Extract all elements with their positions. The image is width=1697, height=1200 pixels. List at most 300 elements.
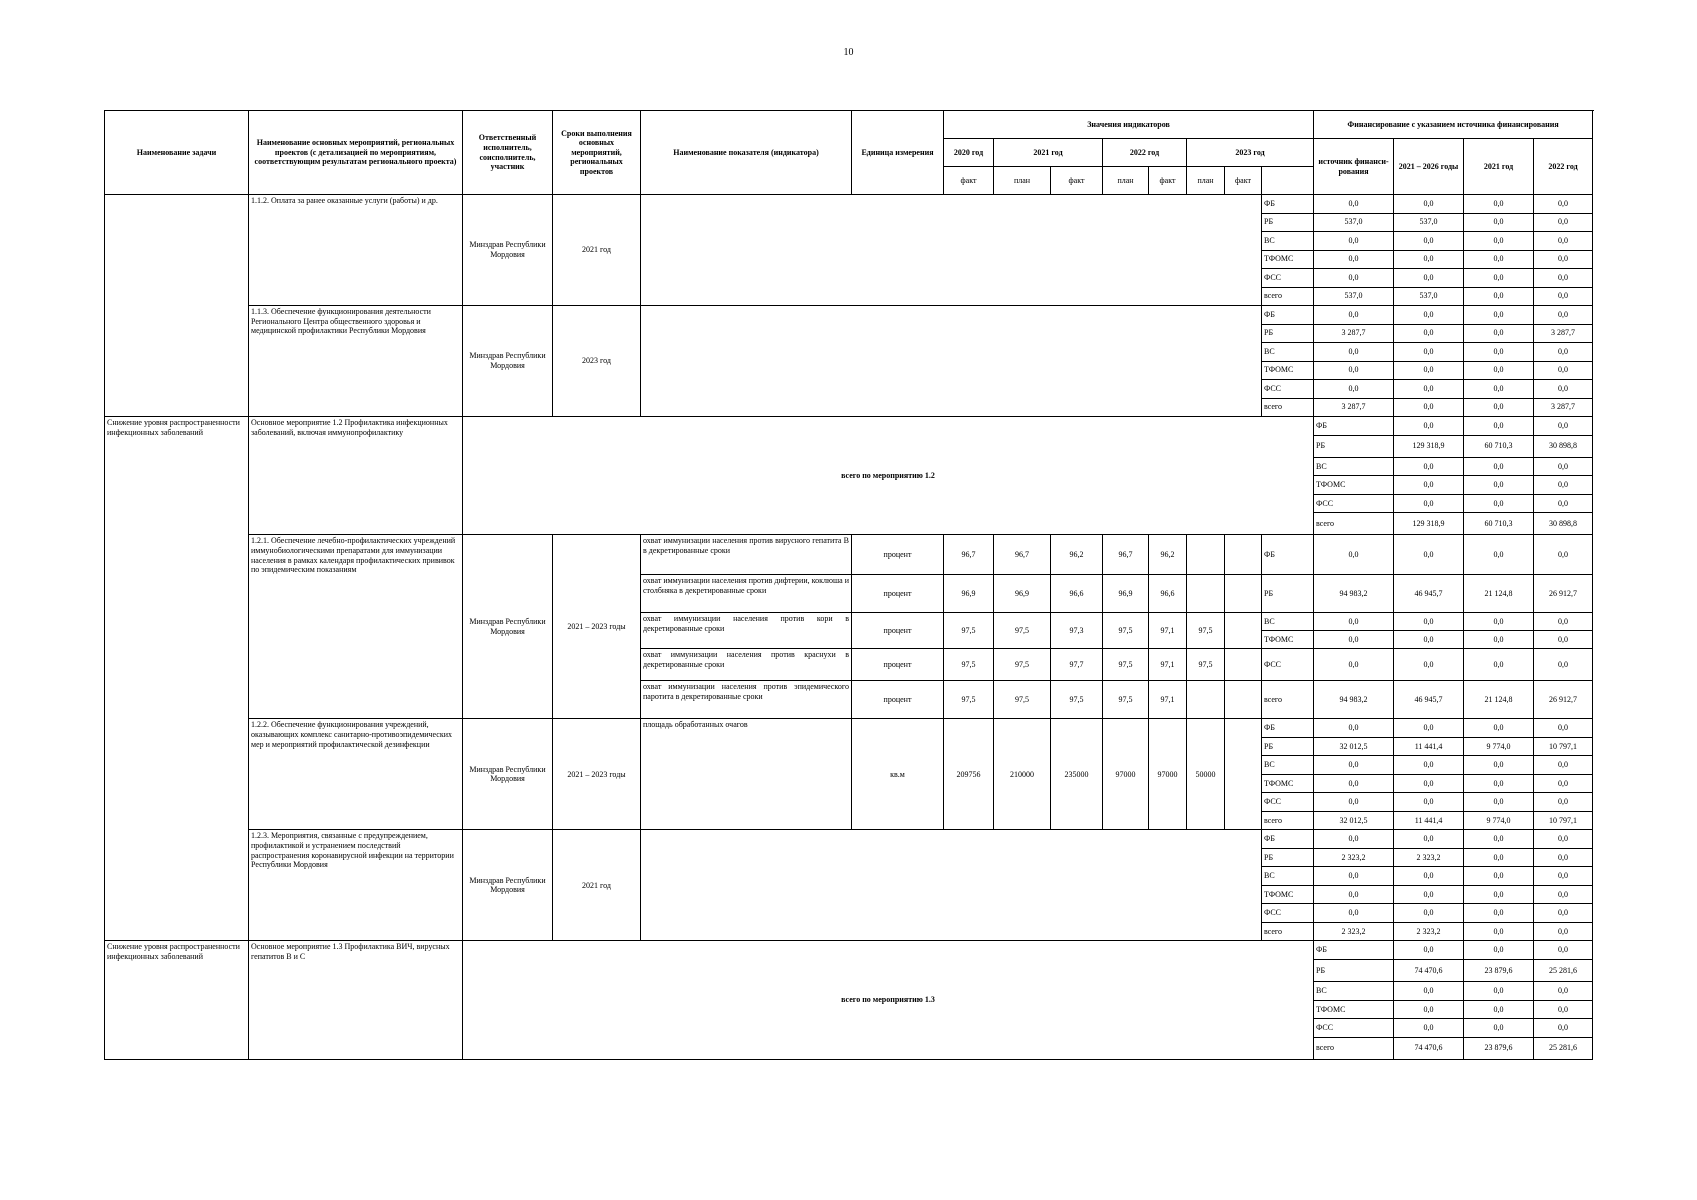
executor-cell: Минздрав Республики Мордовия bbox=[463, 306, 553, 417]
fin-value-cell: 0,0 bbox=[1464, 885, 1534, 904]
term-cell: 2021 – 2023 годы bbox=[553, 535, 641, 719]
header-fact: факт bbox=[1225, 167, 1262, 195]
indicator-value-cell: 96,7 bbox=[994, 535, 1051, 575]
header-indicator-name: Наименование показателя (индикатора) bbox=[641, 111, 852, 195]
fin-value-cell: 0,0 bbox=[1534, 848, 1593, 867]
source-cell: ФСС bbox=[1262, 269, 1314, 288]
fin-value-cell: 0,0 bbox=[1464, 1019, 1534, 1038]
fin-value-cell: 0,0 bbox=[1314, 756, 1394, 775]
measure-cell: Основное мероприятие 1.2 Профилактика инфекционных заболеваний, включая иммунопрофилактику bbox=[249, 417, 463, 535]
fin-value-cell: 0,0 bbox=[1464, 774, 1534, 793]
indicator-value-cell: 97000 bbox=[1149, 719, 1187, 830]
fin-value-cell: 0,0 bbox=[1394, 774, 1464, 793]
fin-value-cell: 30 898,8 bbox=[1534, 513, 1593, 535]
header-empty bbox=[1262, 167, 1314, 195]
task-cell bbox=[105, 830, 249, 941]
source-cell: ФСС bbox=[1262, 793, 1314, 812]
source-cell: РБ bbox=[1262, 848, 1314, 867]
fin-value-cell: 0,0 bbox=[1394, 830, 1464, 849]
fin-value-cell: 0,0 bbox=[1314, 719, 1394, 738]
fin-value-cell: 0,0 bbox=[1314, 269, 1394, 288]
indicator-name-cell: охват иммунизации населения против кори в декретированные сроки bbox=[641, 613, 852, 649]
indicator-value-cell: 97,5 bbox=[994, 613, 1051, 649]
fin-value-cell: 0,0 bbox=[1464, 380, 1534, 399]
fin-value-cell: 0,0 bbox=[1534, 885, 1593, 904]
indicator-value-cell bbox=[1187, 575, 1225, 613]
fin-value-cell: 21 124,8 bbox=[1464, 575, 1534, 613]
term-cell: 2021 – 2023 годы bbox=[553, 719, 641, 830]
source-cell: ФСС bbox=[1262, 380, 1314, 399]
fin-value-cell: 26 912,7 bbox=[1534, 575, 1593, 613]
fin-value-cell: 0,0 bbox=[1534, 941, 1593, 960]
fin-value-cell: 0,0 bbox=[1534, 250, 1593, 269]
fin-value-cell: 0,0 bbox=[1464, 398, 1534, 417]
indicator-value-cell bbox=[1225, 649, 1262, 681]
measure-cell: Основное мероприятие 1.3 Профилактика ВИЧ, вирусных гепатитов В и С bbox=[249, 941, 463, 1059]
fin-value-cell: 0,0 bbox=[1314, 631, 1394, 649]
fin-value-cell: 0,0 bbox=[1534, 535, 1593, 575]
fin-value-cell: 0,0 bbox=[1534, 756, 1593, 775]
fin-value-cell: 46 945,7 bbox=[1394, 575, 1464, 613]
source-cell: ФБ bbox=[1314, 941, 1394, 960]
indicator-value-cell: 97,5 bbox=[994, 649, 1051, 681]
source-cell: всего bbox=[1314, 1037, 1394, 1059]
fin-value-cell: 0,0 bbox=[1464, 649, 1534, 681]
table-row bbox=[105, 719, 1593, 738]
fin-value-cell: 0,0 bbox=[1534, 867, 1593, 886]
fin-value-cell: 0,0 bbox=[1394, 613, 1464, 631]
fin-value-cell: 2 323,2 bbox=[1314, 922, 1394, 941]
fin-value-cell: 94 983,2 bbox=[1314, 575, 1394, 613]
source-cell: ФБ bbox=[1262, 195, 1314, 214]
fin-value-cell: 0,0 bbox=[1534, 232, 1593, 251]
source-cell: РБ bbox=[1262, 324, 1314, 343]
fin-value-cell: 0,0 bbox=[1314, 343, 1394, 362]
indicator-value-cell: 235000 bbox=[1051, 719, 1103, 830]
fin-value-cell: 0,0 bbox=[1464, 361, 1534, 380]
indicator-value-cell: 97,5 bbox=[1187, 649, 1225, 681]
task-cell: Снижение уровня распространенности инфекционных заболеваний bbox=[105, 941, 249, 1059]
source-cell: ТФОМС bbox=[1262, 361, 1314, 380]
fin-value-cell: 0,0 bbox=[1394, 195, 1464, 214]
term-cell: 2021 год bbox=[553, 195, 641, 306]
fin-value-cell: 0,0 bbox=[1534, 774, 1593, 793]
empty-indicator-cell bbox=[641, 306, 1262, 417]
page-number: 10 bbox=[843, 47, 854, 58]
fin-value-cell: 3 287,7 bbox=[1314, 398, 1394, 417]
fin-value-cell: 0,0 bbox=[1394, 250, 1464, 269]
unit-cell: процент bbox=[852, 575, 944, 613]
fin-value-cell: 0,0 bbox=[1464, 476, 1534, 495]
fin-value-cell: 0,0 bbox=[1534, 361, 1593, 380]
fin-value-cell: 0,0 bbox=[1314, 250, 1394, 269]
fin-value-cell: 32 012,5 bbox=[1314, 737, 1394, 756]
fin-value-cell: 0,0 bbox=[1394, 398, 1464, 417]
header-year-2022: 2022 год bbox=[1103, 139, 1187, 167]
fin-value-cell: 0,0 bbox=[1394, 649, 1464, 681]
fin-value-cell: 0,0 bbox=[1314, 904, 1394, 923]
indicator-value-cell bbox=[1225, 575, 1262, 613]
fin-value-cell: 23 879,6 bbox=[1464, 959, 1534, 981]
fin-value-cell: 0,0 bbox=[1464, 719, 1534, 738]
fin-value-cell: 9 774,0 bbox=[1464, 737, 1534, 756]
indicator-value-cell: 97,5 bbox=[1051, 681, 1103, 719]
source-cell: ТФОМС bbox=[1314, 476, 1394, 495]
fin-value-cell: 21 124,8 bbox=[1464, 681, 1534, 719]
fin-value-cell: 0,0 bbox=[1534, 457, 1593, 476]
fin-value-cell: 0,0 bbox=[1314, 774, 1394, 793]
indicator-value-cell: 97,5 bbox=[994, 681, 1051, 719]
fin-value-cell: 0,0 bbox=[1534, 649, 1593, 681]
source-cell: РБ bbox=[1262, 213, 1314, 232]
table-body bbox=[105, 195, 1593, 1060]
header-fact: факт bbox=[1051, 167, 1103, 195]
indicator-name-cell: площадь обработанных очагов bbox=[641, 719, 852, 830]
fin-value-cell: 0,0 bbox=[1394, 324, 1464, 343]
source-cell: ВС bbox=[1262, 613, 1314, 631]
fin-value-cell: 0,0 bbox=[1534, 830, 1593, 849]
fin-value-cell: 10 797,1 bbox=[1534, 737, 1593, 756]
source-cell: ВС bbox=[1314, 982, 1394, 1001]
program-table bbox=[104, 110, 1593, 1060]
indicator-value-cell bbox=[1225, 719, 1262, 830]
header-unit: Единица измерения bbox=[852, 111, 944, 195]
fin-value-cell: 0,0 bbox=[1394, 719, 1464, 738]
fin-value-cell: 0,0 bbox=[1464, 535, 1534, 575]
measure-cell: 1.2.3. Мероприятия, связанные с предупреждением, профилактикой и устранением последствий распространения коронавирусной инфекции на территории Республики Мордовия bbox=[249, 830, 463, 941]
fin-value-cell: 0,0 bbox=[1394, 1019, 1464, 1038]
fin-value-cell: 0,0 bbox=[1534, 982, 1593, 1001]
header-executor: Ответственный исполнитель, соисполнитель, участник bbox=[463, 111, 553, 195]
fin-value-cell: 0,0 bbox=[1464, 417, 1534, 436]
header-fin-2021-2026: 2021 – 2026 годы bbox=[1394, 139, 1464, 195]
fin-value-cell: 0,0 bbox=[1464, 631, 1534, 649]
source-cell: ТФОМС bbox=[1262, 885, 1314, 904]
fin-value-cell: 26 912,7 bbox=[1534, 681, 1593, 719]
indicator-value-cell: 96,7 bbox=[944, 535, 994, 575]
header-measures: Наименование основных мероприятий, региональных проектов (с детализацией по мероприятиям, соответствующим результатам регионального проекта) bbox=[249, 111, 463, 195]
indicator-value-cell: 97,5 bbox=[944, 613, 994, 649]
source-cell: ФБ bbox=[1262, 719, 1314, 738]
fin-value-cell: 0,0 bbox=[1464, 287, 1534, 306]
indicator-value-cell: 97,7 bbox=[1051, 649, 1103, 681]
indicator-value-cell bbox=[1187, 535, 1225, 575]
fin-value-cell: 0,0 bbox=[1394, 457, 1464, 476]
header-terms: Сроки выполнения основных мероприятий, региональных проектов bbox=[553, 111, 641, 195]
fin-value-cell: 0,0 bbox=[1534, 631, 1593, 649]
fin-value-cell: 0,0 bbox=[1394, 494, 1464, 513]
source-cell: ВС bbox=[1314, 457, 1394, 476]
source-cell: ФБ bbox=[1262, 535, 1314, 575]
indicator-value-cell: 97,1 bbox=[1149, 613, 1187, 649]
measure-cell: 1.1.3. Обеспечение функционирования деятельности Регионального Центра общественного здоровья и медицинской профилактики Республики Мордовия bbox=[249, 306, 463, 417]
fin-value-cell: 32 012,5 bbox=[1314, 811, 1394, 830]
fin-value-cell: 0,0 bbox=[1534, 417, 1593, 436]
source-cell: ФБ bbox=[1314, 417, 1394, 436]
fin-value-cell: 3 287,7 bbox=[1534, 398, 1593, 417]
fin-value-cell: 0,0 bbox=[1534, 287, 1593, 306]
source-cell: ВС bbox=[1262, 232, 1314, 251]
fin-value-cell: 0,0 bbox=[1464, 982, 1534, 1001]
fin-value-cell: 0,0 bbox=[1314, 195, 1394, 214]
fin-value-cell: 2 323,2 bbox=[1314, 848, 1394, 867]
header-plan: план bbox=[1103, 167, 1149, 195]
indicator-value-cell: 97,5 bbox=[944, 681, 994, 719]
fin-value-cell: 0,0 bbox=[1464, 250, 1534, 269]
fin-value-cell: 0,0 bbox=[1534, 922, 1593, 941]
fin-value-cell: 0,0 bbox=[1464, 494, 1534, 513]
header-fin-2021: 2021 год bbox=[1464, 139, 1534, 195]
indicator-value-cell: 97,1 bbox=[1149, 681, 1187, 719]
fin-value-cell: 0,0 bbox=[1314, 232, 1394, 251]
header-indicator-values: Значения индикаторов bbox=[944, 111, 1314, 139]
header-fact: факт bbox=[944, 167, 994, 195]
fin-value-cell: 0,0 bbox=[1314, 793, 1394, 812]
indicator-value-cell: 96,9 bbox=[1103, 575, 1149, 613]
header-plan: план bbox=[994, 167, 1051, 195]
indicator-value-cell: 97,5 bbox=[1187, 613, 1225, 649]
indicator-value-cell: 96,6 bbox=[1051, 575, 1103, 613]
fin-value-cell: 23 879,6 bbox=[1464, 1037, 1534, 1059]
indicator-value-cell: 96,9 bbox=[994, 575, 1051, 613]
fin-value-cell: 0,0 bbox=[1534, 1019, 1593, 1038]
header-fin-2022: 2022 год bbox=[1534, 139, 1593, 195]
fin-value-cell: 0,0 bbox=[1534, 613, 1593, 631]
indicator-value-cell: 96,9 bbox=[944, 575, 994, 613]
header-source: источник финанси-рования bbox=[1314, 139, 1394, 195]
fin-value-cell: 0,0 bbox=[1464, 269, 1534, 288]
fin-value-cell: 0,0 bbox=[1314, 380, 1394, 399]
fin-value-cell: 0,0 bbox=[1464, 941, 1534, 960]
term-cell: 2021 год bbox=[553, 830, 641, 941]
fin-value-cell: 2 323,2 bbox=[1394, 848, 1464, 867]
fin-value-cell: 0,0 bbox=[1394, 306, 1464, 325]
fin-value-cell: 0,0 bbox=[1314, 649, 1394, 681]
source-cell: ТФОМС bbox=[1314, 1000, 1394, 1019]
header-year-2023: 2023 год bbox=[1187, 139, 1314, 167]
fin-value-cell: 0,0 bbox=[1534, 1000, 1593, 1019]
measure-cell: 1.2.2. Обеспечение функционирования учреждений, оказывающих комплекс санитарно-противоэпидемических мер и мероприятий профилактической дезинфекции bbox=[249, 719, 463, 830]
fin-value-cell: 0,0 bbox=[1464, 324, 1534, 343]
table-row bbox=[105, 417, 1593, 436]
indicator-value-cell: 96,6 bbox=[1149, 575, 1187, 613]
indicator-value-cell: 96,7 bbox=[1103, 535, 1149, 575]
fin-value-cell: 11 441,4 bbox=[1394, 811, 1464, 830]
fin-value-cell: 0,0 bbox=[1394, 343, 1464, 362]
indicator-value-cell: 96,2 bbox=[1149, 535, 1187, 575]
indicator-value-cell: 50000 bbox=[1187, 719, 1225, 830]
executor-cell: Минздрав Республики Мордовия bbox=[463, 830, 553, 941]
source-cell: ВС bbox=[1262, 756, 1314, 775]
executor-cell: Минздрав Республики Мордовия bbox=[463, 719, 553, 830]
table-row bbox=[105, 195, 1593, 214]
source-cell: всего bbox=[1262, 922, 1314, 941]
source-cell: всего bbox=[1262, 398, 1314, 417]
task-cell bbox=[105, 306, 249, 417]
fin-value-cell: 537,0 bbox=[1394, 213, 1464, 232]
indicator-value-cell bbox=[1225, 613, 1262, 649]
indicator-name-cell: охват иммунизации населения против вирусного гепатита В в декретированные сроки bbox=[641, 535, 852, 575]
fin-value-cell: 0,0 bbox=[1534, 494, 1593, 513]
source-cell: всего bbox=[1262, 287, 1314, 306]
indicator-value-cell: 210000 bbox=[994, 719, 1051, 830]
fin-value-cell: 0,0 bbox=[1394, 885, 1464, 904]
fin-value-cell: 60 710,3 bbox=[1464, 435, 1534, 457]
fin-value-cell: 0,0 bbox=[1314, 867, 1394, 886]
fin-value-cell: 0,0 bbox=[1464, 756, 1534, 775]
fin-value-cell: 0,0 bbox=[1464, 457, 1534, 476]
fin-value-cell: 74 470,6 bbox=[1394, 959, 1464, 981]
fin-value-cell: 0,0 bbox=[1534, 269, 1593, 288]
fin-value-cell: 11 441,4 bbox=[1394, 737, 1464, 756]
measure-cell: 1.1.2. Оплата за ранее оказанные услуги (работы) и др. bbox=[249, 195, 463, 306]
fin-value-cell: 0,0 bbox=[1394, 904, 1464, 923]
fin-value-cell: 46 945,7 bbox=[1394, 681, 1464, 719]
fin-value-cell: 0,0 bbox=[1394, 417, 1464, 436]
indicator-value-cell: 97,1 bbox=[1149, 649, 1187, 681]
summary-cell: всего по мероприятию 1.2 bbox=[463, 417, 1314, 535]
fin-value-cell: 0,0 bbox=[1534, 195, 1593, 214]
fin-value-cell: 0,0 bbox=[1394, 867, 1464, 886]
fin-value-cell: 0,0 bbox=[1464, 195, 1534, 214]
source-cell: всего bbox=[1314, 513, 1394, 535]
fin-value-cell: 0,0 bbox=[1534, 719, 1593, 738]
task-cell: Снижение уровня распространенности инфекционных заболеваний bbox=[105, 417, 249, 535]
fin-value-cell: 0,0 bbox=[1394, 380, 1464, 399]
table-row bbox=[105, 535, 1593, 575]
source-cell: ФСС bbox=[1262, 649, 1314, 681]
indicator-value-cell: 97,5 bbox=[1103, 681, 1149, 719]
fin-value-cell: 0,0 bbox=[1394, 793, 1464, 812]
unit-cell: кв.м bbox=[852, 719, 944, 830]
fin-value-cell: 0,0 bbox=[1314, 361, 1394, 380]
source-cell: ФСС bbox=[1262, 904, 1314, 923]
fin-value-cell: 129 318,9 bbox=[1394, 513, 1464, 535]
fin-value-cell: 30 898,8 bbox=[1534, 435, 1593, 457]
table-row bbox=[105, 830, 1593, 849]
source-cell: ФБ bbox=[1262, 306, 1314, 325]
empty-indicator-cell bbox=[641, 195, 1262, 306]
header-task: Наименование задачи bbox=[105, 111, 249, 195]
fin-value-cell: 0,0 bbox=[1394, 631, 1464, 649]
indicator-value-cell: 209756 bbox=[944, 719, 994, 830]
fin-value-cell: 0,0 bbox=[1314, 830, 1394, 849]
fin-value-cell: 94 983,2 bbox=[1314, 681, 1394, 719]
unit-cell: процент bbox=[852, 649, 944, 681]
header-plan: план bbox=[1187, 167, 1225, 195]
indicator-value-cell: 97000 bbox=[1103, 719, 1149, 830]
term-cell: 2023 год bbox=[553, 306, 641, 417]
header-fact: факт bbox=[1149, 167, 1187, 195]
fin-value-cell: 0,0 bbox=[1534, 213, 1593, 232]
fin-value-cell: 10 797,1 bbox=[1534, 811, 1593, 830]
fin-value-cell: 0,0 bbox=[1534, 380, 1593, 399]
indicator-value-cell: 97,3 bbox=[1051, 613, 1103, 649]
fin-value-cell: 0,0 bbox=[1464, 1000, 1534, 1019]
fin-value-cell: 74 470,6 bbox=[1394, 1037, 1464, 1059]
fin-value-cell: 537,0 bbox=[1314, 287, 1394, 306]
table-row bbox=[105, 941, 1593, 960]
header-year-2020: 2020 год bbox=[944, 139, 994, 167]
fin-value-cell: 0,0 bbox=[1394, 361, 1464, 380]
unit-cell: процент bbox=[852, 681, 944, 719]
fin-value-cell: 129 318,9 bbox=[1394, 435, 1464, 457]
fin-value-cell: 537,0 bbox=[1314, 213, 1394, 232]
fin-value-cell: 0,0 bbox=[1464, 343, 1534, 362]
header-year-2021: 2021 год bbox=[994, 139, 1103, 167]
indicator-name-cell: охват иммунизации населения против краснухи в декретированные сроки bbox=[641, 649, 852, 681]
fin-value-cell: 0,0 bbox=[1394, 1000, 1464, 1019]
fin-value-cell: 0,0 bbox=[1464, 613, 1534, 631]
unit-cell: процент bbox=[852, 613, 944, 649]
executor-cell: Минздрав Республики Мордовия bbox=[463, 535, 553, 719]
fin-value-cell: 0,0 bbox=[1394, 756, 1464, 775]
fin-value-cell: 537,0 bbox=[1394, 287, 1464, 306]
task-cell bbox=[105, 719, 249, 830]
fin-value-cell: 0,0 bbox=[1394, 232, 1464, 251]
fin-value-cell: 0,0 bbox=[1464, 922, 1534, 941]
measure-cell: 1.2.1. Обеспечение лечебно-профилактических учреждений иммунобиологическими препаратами для иммунизации населения в рамках календаря профилактических прививок по эпидемическим показаниям bbox=[249, 535, 463, 719]
fin-value-cell: 0,0 bbox=[1394, 941, 1464, 960]
indicator-value-cell bbox=[1187, 681, 1225, 719]
fin-value-cell: 0,0 bbox=[1394, 476, 1464, 495]
indicator-value-cell bbox=[1225, 535, 1262, 575]
source-cell: ТФОМС bbox=[1262, 774, 1314, 793]
fin-value-cell: 0,0 bbox=[1314, 535, 1394, 575]
source-cell: РБ bbox=[1262, 737, 1314, 756]
indicator-value-cell: 97,5 bbox=[944, 649, 994, 681]
source-cell: ТФОМС bbox=[1262, 250, 1314, 269]
fin-value-cell: 0,0 bbox=[1464, 904, 1534, 923]
executor-cell: Минздрав Республики Мордовия bbox=[463, 195, 553, 306]
fin-value-cell: 0,0 bbox=[1464, 848, 1534, 867]
indicator-value-cell: 96,2 bbox=[1051, 535, 1103, 575]
fin-value-cell: 0,0 bbox=[1534, 476, 1593, 495]
fin-value-cell: 0,0 bbox=[1394, 535, 1464, 575]
fin-value-cell: 0,0 bbox=[1534, 306, 1593, 325]
indicator-value-cell: 97,5 bbox=[1103, 649, 1149, 681]
fin-value-cell: 0,0 bbox=[1394, 982, 1464, 1001]
fin-value-cell: 0,0 bbox=[1314, 885, 1394, 904]
unit-cell: процент bbox=[852, 535, 944, 575]
source-cell: всего bbox=[1262, 811, 1314, 830]
fin-value-cell: 0,0 bbox=[1534, 793, 1593, 812]
source-cell: ФСС bbox=[1314, 494, 1394, 513]
indicator-name-cell: охват иммунизации населения против дифтерии, коклюша и столбняка в декретированные сроки bbox=[641, 575, 852, 613]
task-cell bbox=[105, 535, 249, 719]
header-financing: Финансирование с указанием источника финансирования bbox=[1314, 111, 1593, 139]
indicator-value-cell bbox=[1225, 681, 1262, 719]
source-cell: РБ bbox=[1314, 435, 1394, 457]
source-cell: ФБ bbox=[1262, 830, 1314, 849]
task-cell bbox=[105, 195, 249, 306]
fin-value-cell: 25 281,6 bbox=[1534, 959, 1593, 981]
source-cell: всего bbox=[1262, 681, 1314, 719]
source-cell: ВС bbox=[1262, 343, 1314, 362]
source-cell: ФСС bbox=[1314, 1019, 1394, 1038]
indicator-name-cell: охват иммунизации населения против эпидемического паротита в декретированные сроки bbox=[641, 681, 852, 719]
fin-value-cell: 0,0 bbox=[1534, 904, 1593, 923]
fin-value-cell: 3 287,7 bbox=[1534, 324, 1593, 343]
fin-value-cell: 0,0 bbox=[1314, 306, 1394, 325]
source-cell: РБ bbox=[1262, 575, 1314, 613]
source-cell: РБ bbox=[1314, 959, 1394, 981]
source-cell: ВС bbox=[1262, 867, 1314, 886]
fin-value-cell: 0,0 bbox=[1314, 613, 1394, 631]
fin-value-cell: 0,0 bbox=[1394, 269, 1464, 288]
fin-value-cell: 0,0 bbox=[1464, 232, 1534, 251]
fin-value-cell: 0,0 bbox=[1464, 793, 1534, 812]
